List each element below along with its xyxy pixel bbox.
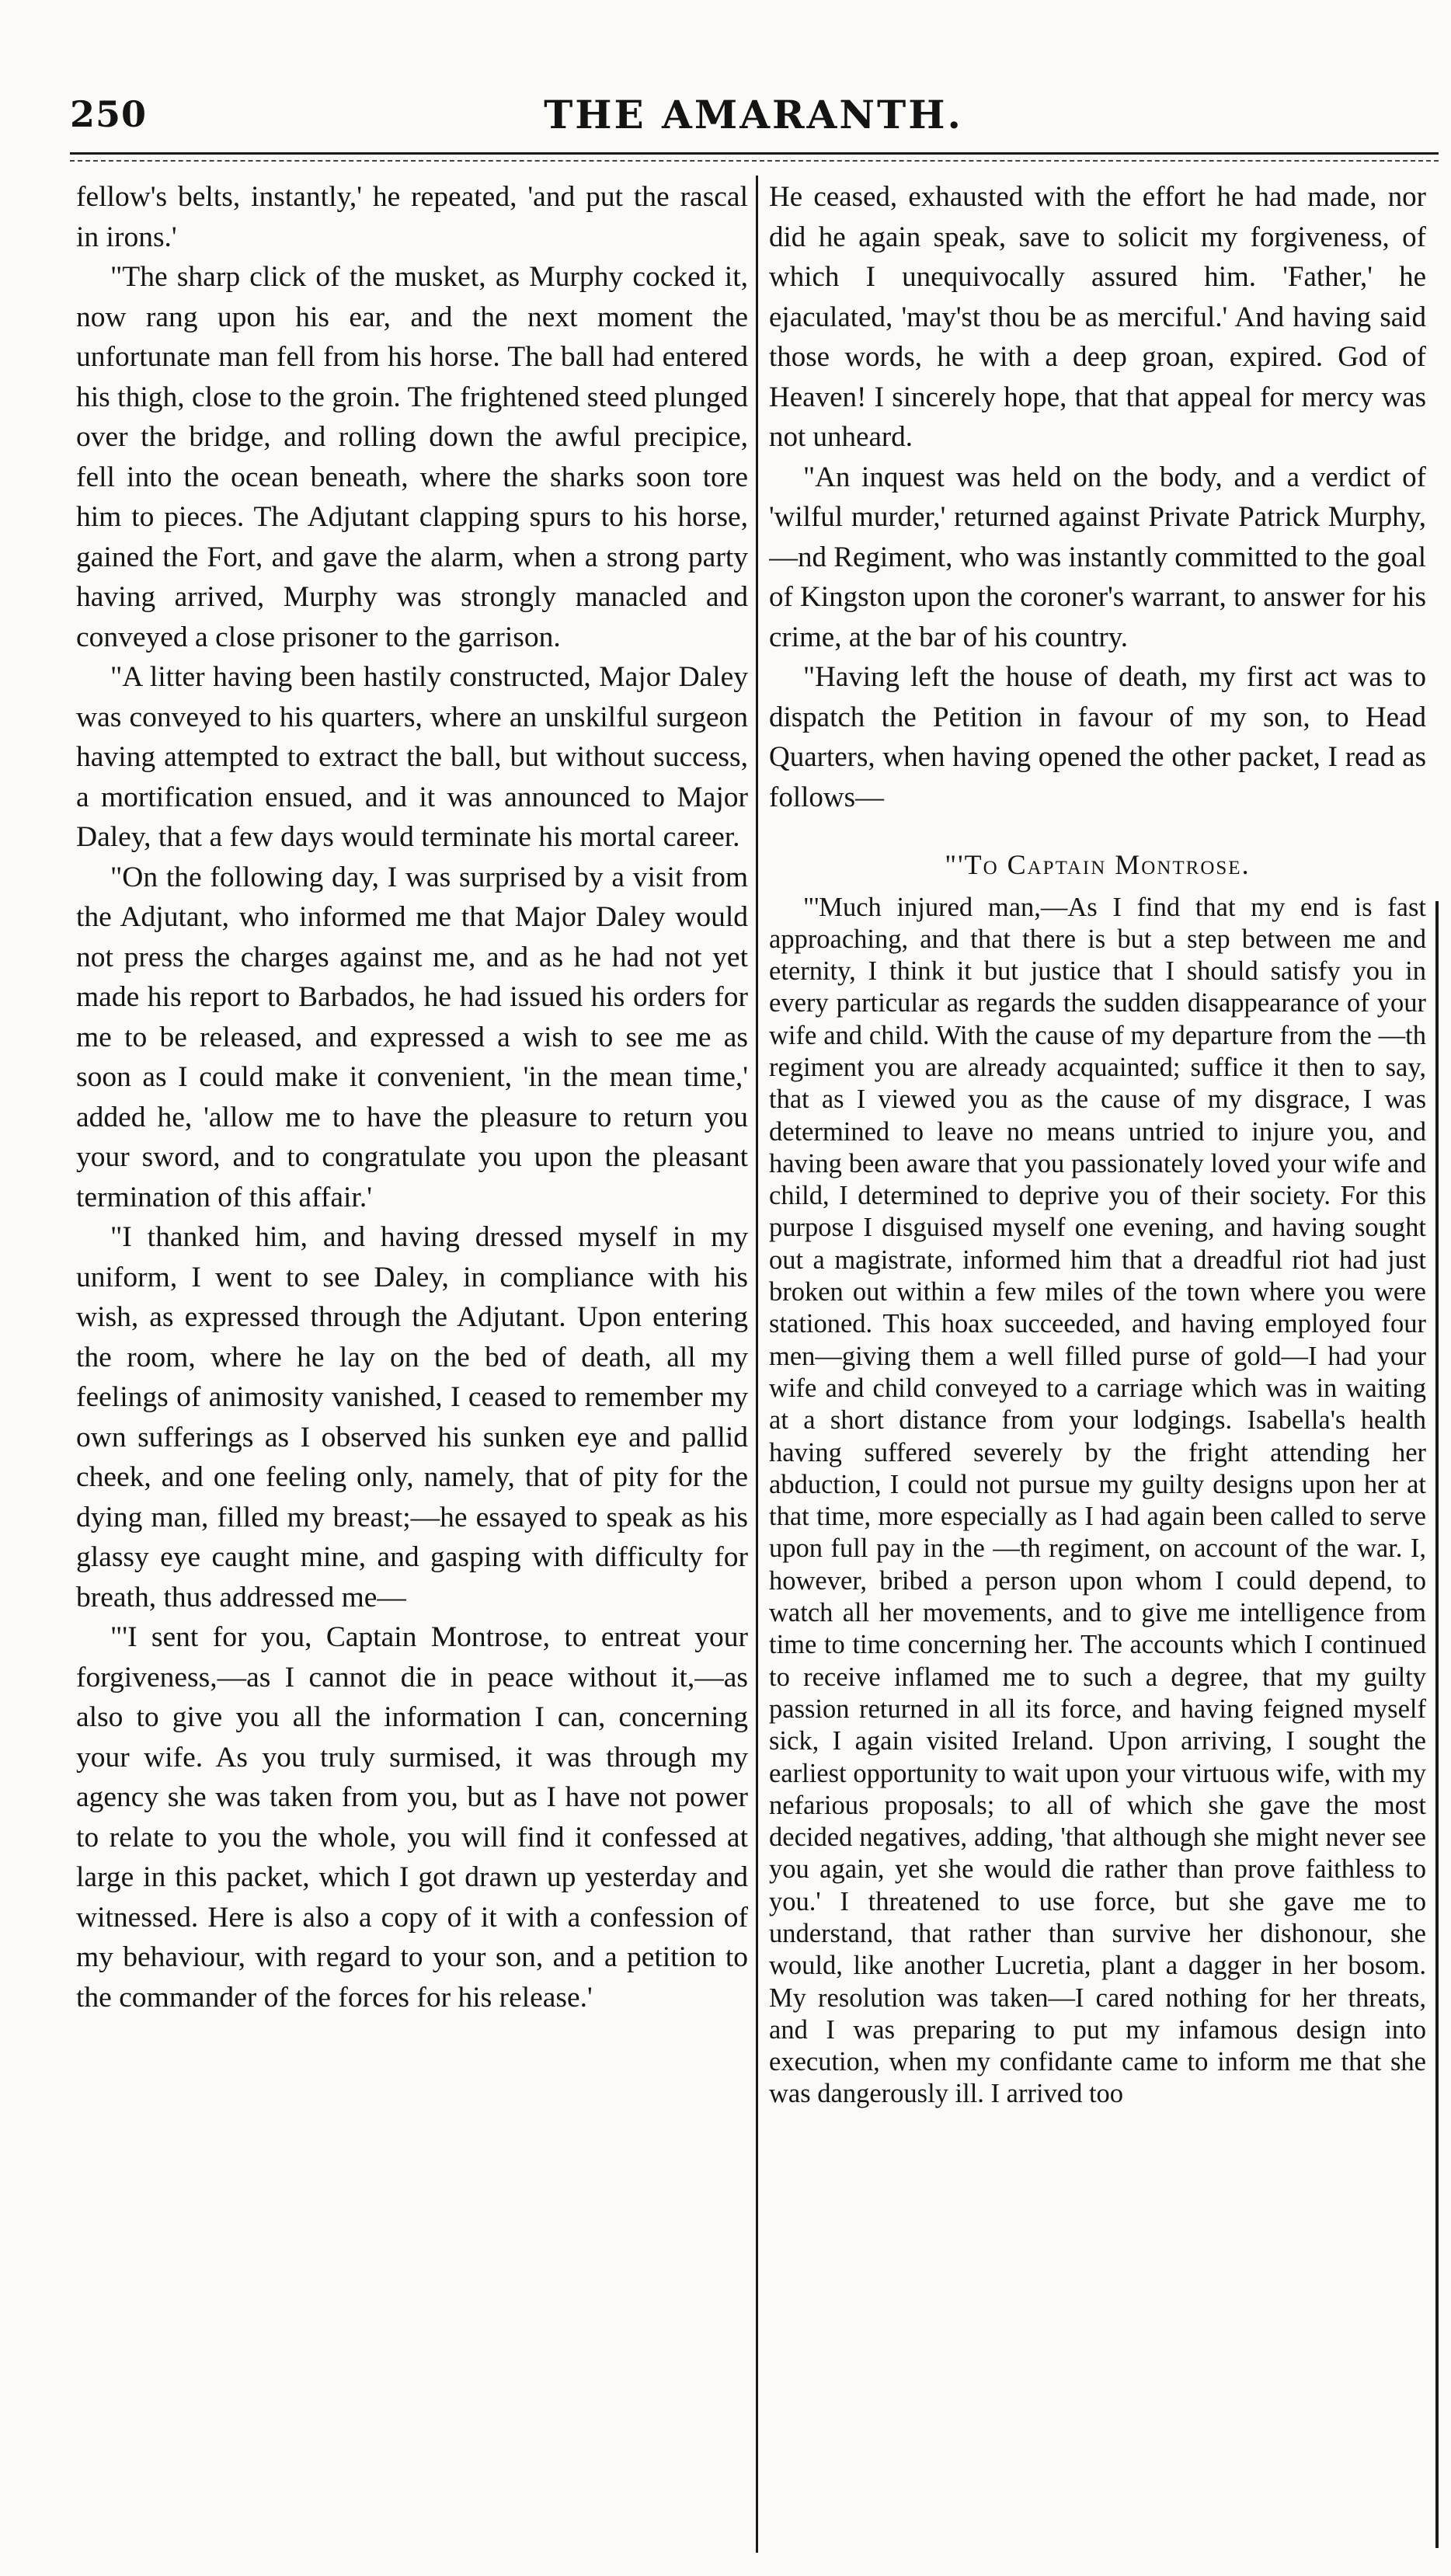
page-header [70, 87, 1437, 141]
paragraph: "An inquest was held on the body, and a verdict of 'wilful murder,' returned against Private Patrick Murphy, —nd Regiment, who was instantly committed to the goal of Kingston upon the coroner's warrant, to answer for his crime, at the bar of his country. [769, 461, 1426, 653]
paragraph: "Having left the house of death, my first act was to dispatch the Petition in favour of my son, to Head Quarters, when having opened the other packet, I read as follows— [769, 661, 1426, 813]
column-divider [756, 176, 758, 2553]
header-rule [70, 152, 1439, 155]
paragraph: "'I sent for you, Captain Montrose, to entreat your forgiveness,—as I cannot die in peace without it,—as also to give you all the information I can, concerning your wife. As you truly surmised, it was through my agency she was taken from you, but as I have not power to relate to you the whole, you will find it confessed at large in this packet, which I got drawn up yesterday and witnessed. Here is also a copy of it with a confession of my behaviour, with regard to your son, and a petition to the commander of the forces for his release.' [76, 1621, 748, 2014]
letter-body: "'Much injured man,—As I find that my end is fast approaching, and that there is but a step between me and eternity, I think it but justice that I should satisfy you in every particular as regards the sudden disappearance of your wife and child. With the cause of my departure from the —th regiment you are already acquainted; suffice it then to say, that as I viewed you as the cause of my disgrace, I was determined to leave no means untried to injure you, and having been aware that you passionately loved your wife and child, I determined to deprive you of their society. For this purpose I disguised myself one evening, and having sought out a magistrate, informed him that a dreadful riot had just broken out within a few miles of the town where you were stationed. This hoax succeeded, and having employed four men—giving them a well filled purse of gold—I had your wife and child conveyed to a carriage which was in waiting at a short distance from your lodgings. Isabella's health having suffered severely by the fright attending her abduction, I could not pursue my guilty designs upon her at that time, more especially as I had again been called to serve upon full pay in the —th regiment, on account of the war. I, however, bribed a person upon whom I could depend, to watch all her movements, and to give me intelligence from time to time concerning her. The accounts which I continued to receive inflamed me to such a degree, that my guilty passion returned in all its force, and having feigned myself sick, I again visited Ireland. Upon arriving, I sought the earliest opportunity to wait upon your virtuous wife, with my nefarious proposals; to all of which she gave the most decided negatives, adding, 'that although she might never see you again, yet she would die rather than prove faithless to you.' I threatened to use force, but she gave me to understand, that rather than survive her dishonour, she would, like another Lucretia, plant a dagger in her bosom. My resolution was taken—I cared nothing for her threats, and I was preparing to put my infamous design into execution, when my confidante came to inform me that she was dangerously ill. I arrived too [769, 892, 1426, 2109]
running-title: THE AMARANTH. [544, 91, 963, 138]
paragraph: He ceased, exhausted with the effort he had made, nor did he again speak, save to solicit my forgiveness, of which I unequivocally assured him. 'Father,' he ejaculated, 'may'st thou be as merciful.' And having said those words, he with a deep groan, expired. God of Heaven! I sincerely hope, that that appeal for mercy was not unheard. [769, 181, 1426, 453]
right-margin-rule [1435, 901, 1439, 2548]
header-rule-dashed [70, 160, 1439, 162]
right-column [769, 177, 1426, 2554]
paragraph: "I thanked him, and having dressed myself in my uniform, I went to see Daley, in compliance with his wish, as expressed through the Adjutant. Upon entering the room, where he lay on the bed of death, all my feelings of animosity vanished, I ceased to remember my own sufferings as I observed his sunken eye and pallid cheek, and one feeling only, namely, that of pity for the dying man, filled my breast;—he essayed to speak as his glassy eye caught mine, and gasping with difficulty for breath, thus addressed me— [76, 1221, 748, 1613]
paragraph: "A litter having been hastily constructed, Major Daley was conveyed to his quarters, where an unskilful surgeon having attempted to extract the ball, but without success, a mortification ensued, and it was announced to Major Daley, that a few days would terminate his mortal career. [76, 661, 748, 853]
paragraph: "On the following day, I was surprised by a visit from the Adjutant, who informed me that Major Daley would not press the charges against me, and as he had not yet made his report to Barbados, he had issued his orders for me to be released, and expressed a wish to see me as soon as I could make it convenient, 'in the mean time,' added he, 'allow me to have the pleasure to return you your sword, and to congratulate you upon the pleasant termination of this affair.' [76, 861, 748, 1213]
left-column [76, 177, 748, 2554]
page-number: 250 [70, 93, 148, 135]
letter-heading: "'To Captain Montrose. [945, 849, 1251, 880]
paragraph: "The sharp click of the musket, as Murphy cocked it, now rang upon his ear, and the next moment the unfortunate man fell from his horse. The ball had entered his thigh, close to the groin. The frightened steed plunged over the bridge, and rolling down the awful precipice, fell into the ocean beneath, where the sharks soon tore him to pieces. The Adjutant clapping spurs to his horse, gained the Fort, and gave the alarm, when a strong party having arrived, Murphy was strongly manacled and conveyed a close prisoner to the garrison. [76, 261, 748, 653]
paragraph: fellow's belts, instantly,' he repeated, 'and put the rascal in irons.' [76, 181, 748, 253]
